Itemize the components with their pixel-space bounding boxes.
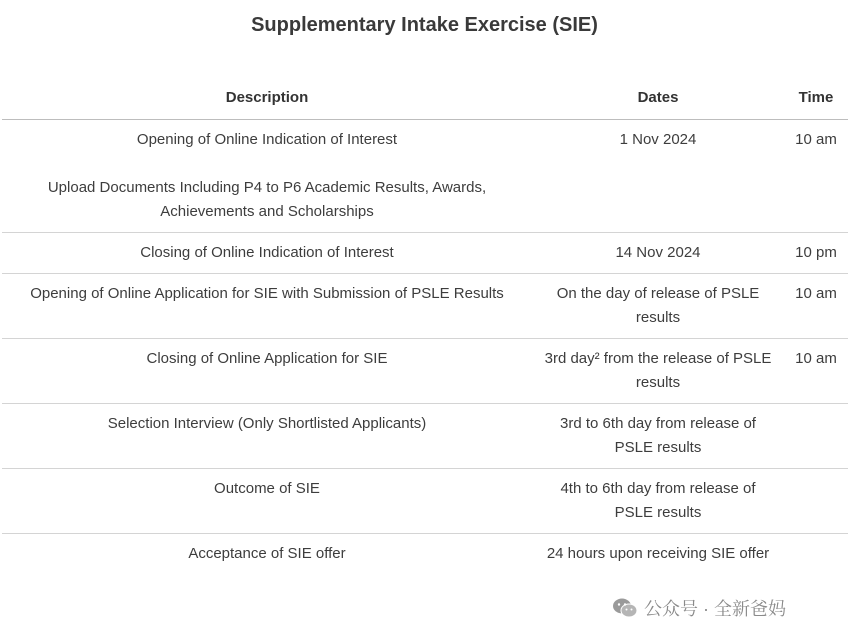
- row-description: [2, 120, 532, 233]
- row-time: 10 am: [784, 274, 848, 339]
- table-row: [2, 404, 848, 469]
- row-dates: On the day of release of PSLE results: [532, 274, 784, 339]
- row-time: [784, 469, 848, 534]
- header-description: Description: [2, 76, 532, 120]
- watermark: [612, 594, 786, 622]
- wechat-icon: [612, 597, 638, 619]
- watermark-text: 公众号 · 全新爸妈: [644, 599, 786, 619]
- table-header-row: [2, 76, 848, 120]
- row-dates: 14 Nov 2024: [532, 233, 784, 274]
- row-dates: 3rd day² from the release of PSLE results: [532, 339, 784, 404]
- row-time: [784, 534, 848, 575]
- row-description: Closing of Online Application for SIE: [2, 339, 532, 404]
- row-time: 10 am: [784, 120, 848, 233]
- table-row: [2, 339, 848, 404]
- row-dates: 1 Nov 2024: [532, 120, 784, 233]
- row-description: Selection Interview (Only Shortlisted Applicants): [2, 404, 532, 469]
- row-description: Closing of Online Indication of Interest: [2, 233, 532, 274]
- header-time: Time: [784, 76, 848, 120]
- description-text: Opening of Online Indication of Interest: [136, 131, 398, 148]
- row-description: Acceptance of SIE offer: [188, 545, 346, 562]
- table-row: [2, 274, 848, 339]
- row-description: Outcome of SIE: [2, 469, 532, 534]
- table-row: [2, 534, 848, 575]
- row-dates: 3rd to 6th day from release of PSLE results: [532, 404, 784, 469]
- row-time: [784, 404, 848, 469]
- page-title: Supplementary Intake Exercise (SIE): [251, 14, 598, 36]
- row-description: Opening of Online Application for SIE with Submission of PSLE Results: [2, 274, 532, 339]
- row-dates: 24 hours upon receiving SIE offer: [546, 545, 770, 562]
- table-row: [2, 233, 848, 274]
- schedule-table: [2, 76, 848, 574]
- table-row: [2, 120, 848, 233]
- table-row: [2, 469, 848, 534]
- row-dates: 4th to 6th day from release of PSLE results: [532, 469, 784, 534]
- row-time: 10 pm: [784, 233, 848, 274]
- row-time: 10 am: [784, 339, 848, 404]
- description-extra-text: Upload Documents Including P4 to P6 Academic Results, Awards, Achievements and Scholarships: [47, 179, 487, 220]
- header-dates: Dates: [532, 76, 784, 120]
